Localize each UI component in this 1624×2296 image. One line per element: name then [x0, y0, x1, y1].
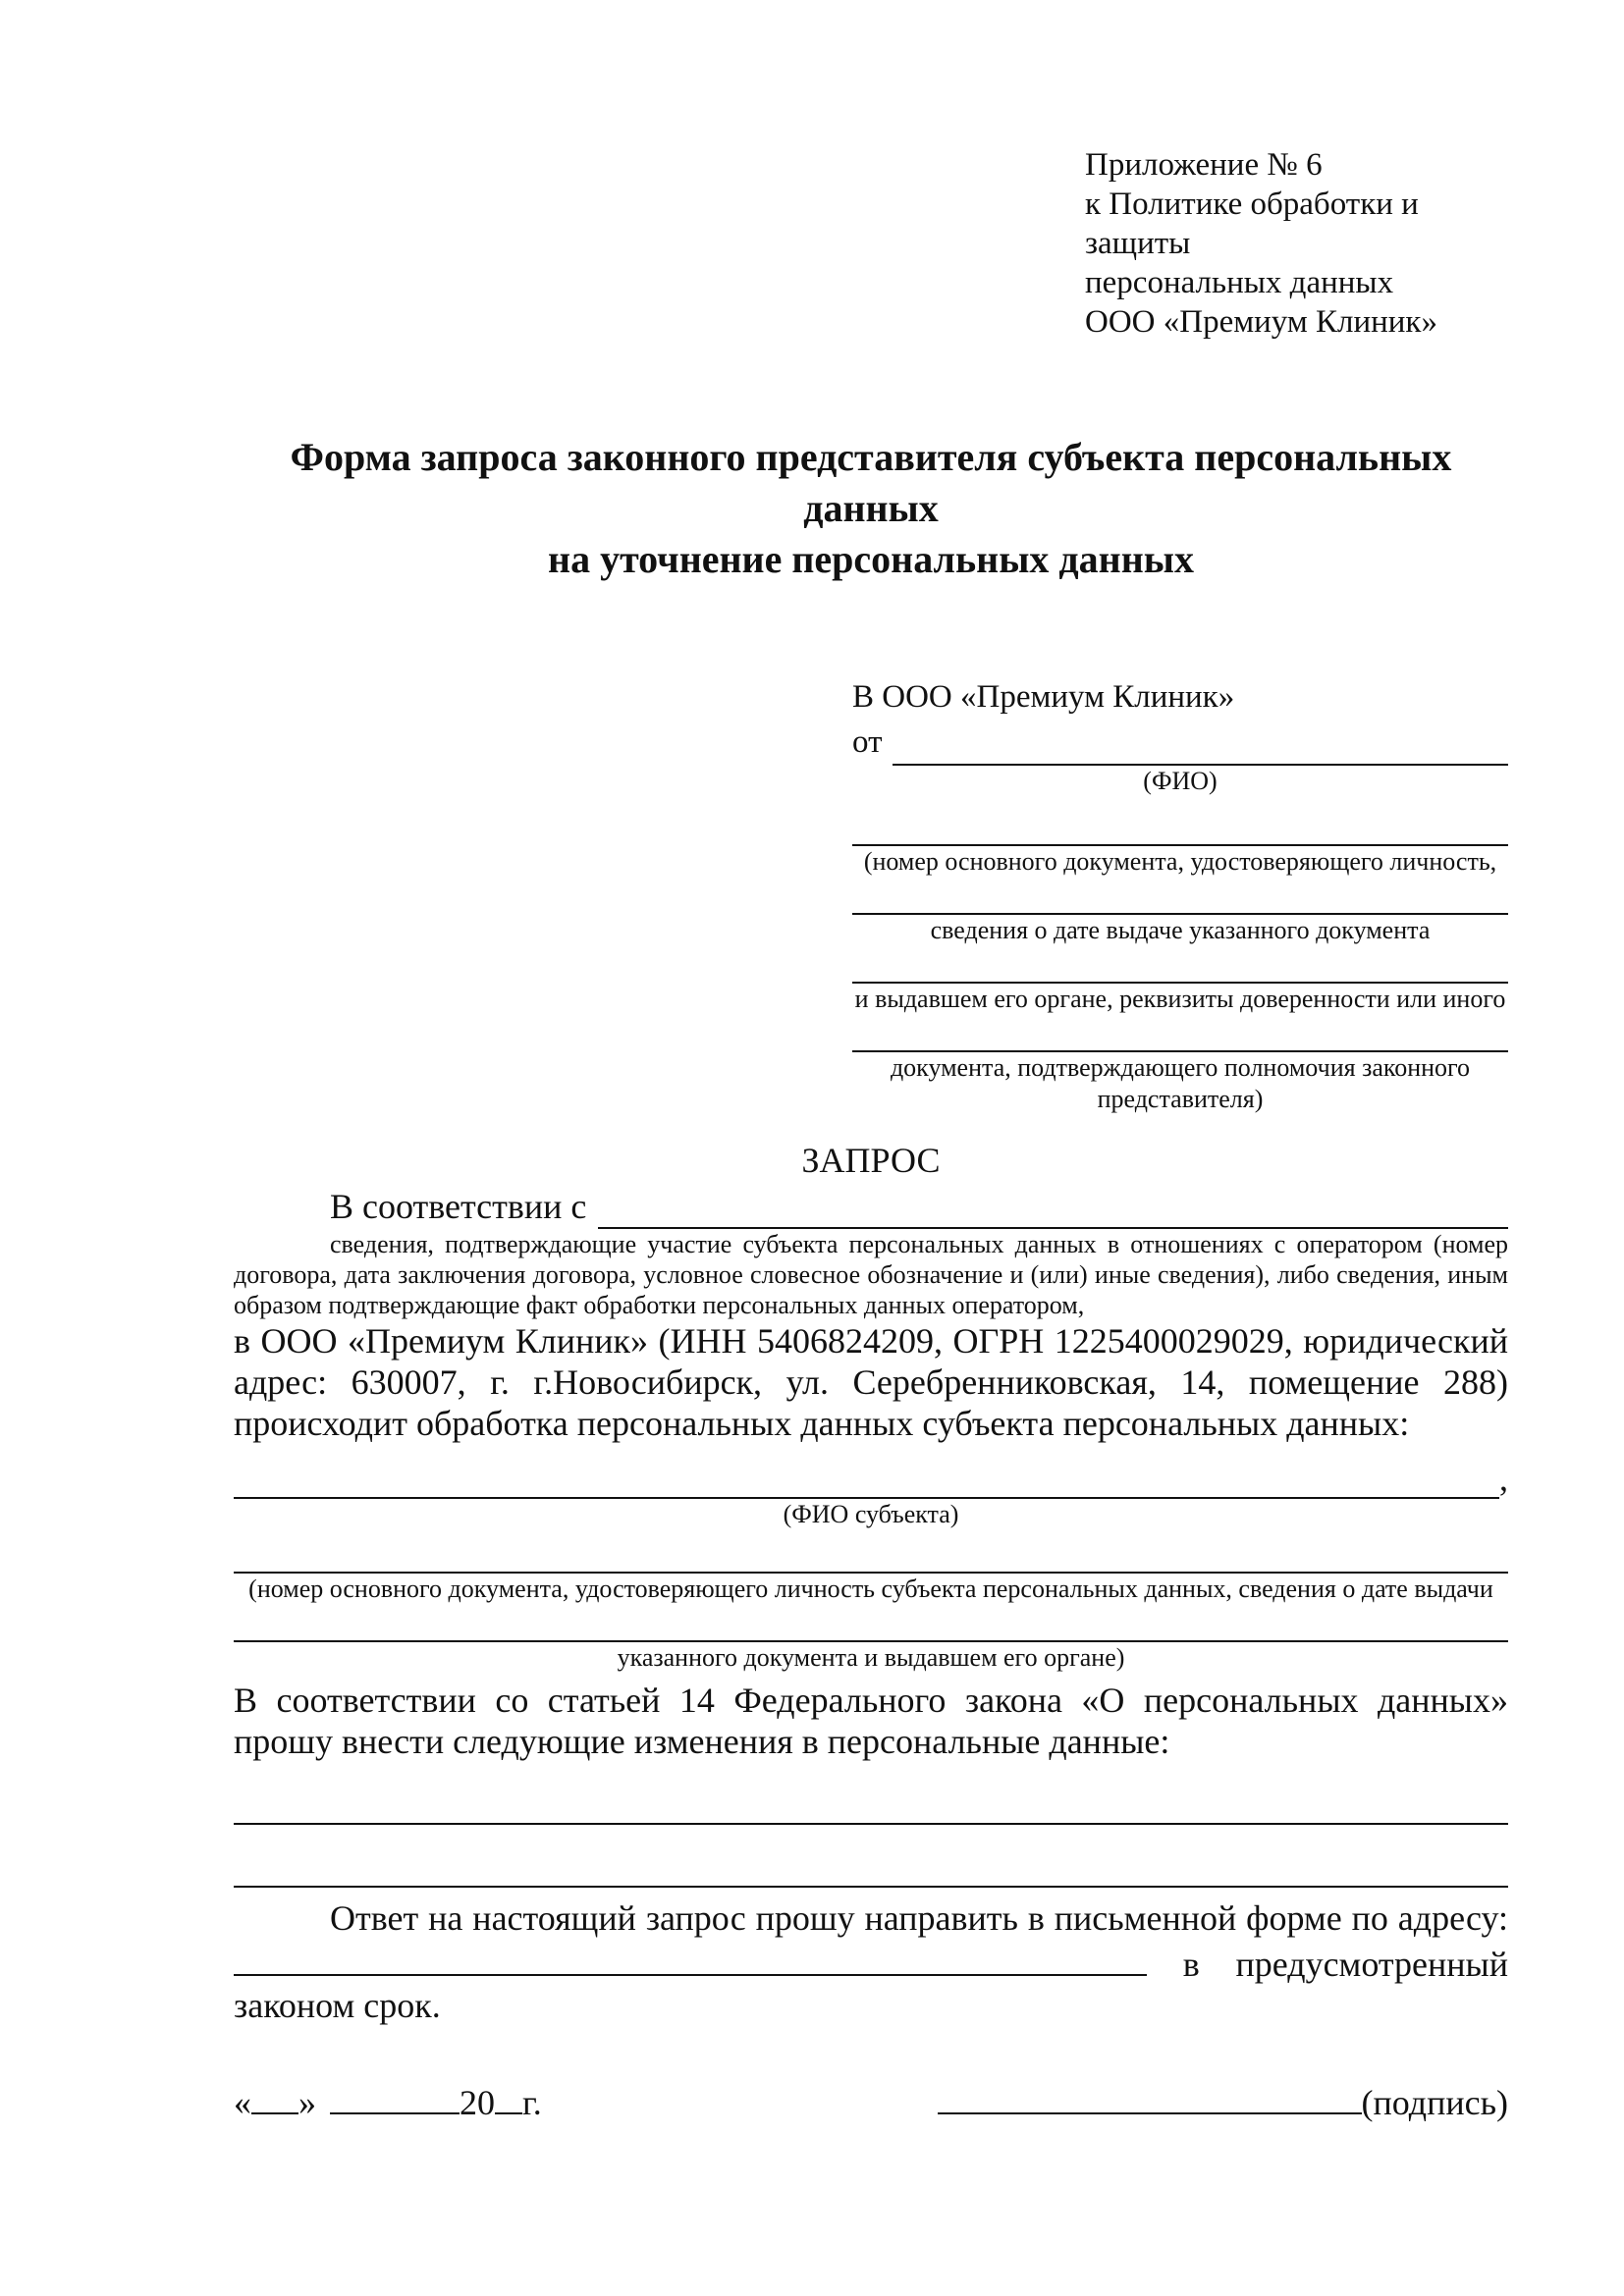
- representative-doc-caption: сведения о дате выдаче указанного документа: [930, 916, 1431, 944]
- from-row: [852, 719, 1508, 766]
- representative-doc-unit: [852, 878, 1508, 946]
- fio-caption: (ФИО): [1143, 767, 1218, 795]
- representative-doc-unit: [852, 946, 1508, 1015]
- date-quote-close: »: [298, 2083, 316, 2122]
- subject-fio-caption: (ФИО субъекта): [783, 1500, 959, 1528]
- request-heading: ЗАПРОС: [801, 1141, 941, 1180]
- appendix-header-line: персональных данных: [1085, 265, 1394, 300]
- representative-doc-blank-line: [852, 1015, 1508, 1052]
- subject-doc-blank-line: [234, 1605, 1508, 1642]
- amendment-blank-line: [234, 1850, 1508, 1888]
- addressee-block: [852, 675, 1508, 1115]
- addressee-organization: В ООО «Премиум Клиник»: [852, 679, 1235, 715]
- address-blank-line: [234, 1939, 1147, 1976]
- representative-doc-blank-line: [852, 809, 1508, 846]
- signature-blank-line: [938, 2077, 1362, 2114]
- representative-doc-unit: [852, 809, 1508, 878]
- year-blank-line: [495, 2077, 522, 2114]
- appendix-header-line: Приложение № 6: [1085, 147, 1323, 183]
- representative-doc-blank-line: [852, 946, 1508, 984]
- year-suffix: г.: [522, 2083, 542, 2122]
- from-label: от: [852, 724, 883, 760]
- basis-footnote: сведения, подтверждающие участие субъекта персональных данных в отношениях с оператором (номер договора, дата заключения договора, условное словесное обозначение и (или) иные сведения), либо сведения, иным образом подтверждающие факт обработки персональных данных оператором,: [234, 1230, 1508, 1319]
- representative-doc-caption: документа, подтверждающего полномочия законного представителя): [890, 1053, 1471, 1113]
- subject-fio-comma: ,: [1499, 1459, 1508, 1498]
- appendix-header: [1085, 145, 1508, 342]
- subject-doc-blank-line: [234, 1536, 1508, 1574]
- day-blank-line: [251, 2077, 298, 2114]
- representative-doc-caption: (номер основного документа, удостоверяющего личность,: [863, 847, 1497, 876]
- operator-paragraph: в ООО «Премиум Клиник» (ИНН 5406824209, ОГРН 1225400029029, юридический адрес: 630007, г. г.Новосибирск, ул. Серебренниковская, 14, помещение 288) происходит обработка персональных данных субъекта персональных данных:: [234, 1321, 1508, 1443]
- answer-paragraph: [234, 1897, 1508, 2026]
- answer-tail: в предусмотренный законом срок.: [234, 1945, 1508, 2025]
- subject-doc-caption: (номер основного документа, удостоверяющего личность субъекта персональных данных, сведения о дате выдачи: [248, 1575, 1493, 1603]
- representative-doc-unit: [852, 1015, 1508, 1115]
- subject-doc-unit: [234, 1605, 1508, 1674]
- representative-doc-blank-line: [852, 878, 1508, 915]
- signature-caption: (подпись): [1361, 2083, 1508, 2122]
- amendment-paragraph: В соответствии со статьей 14 Федерального закона «О персональных данных» прошу внести следующие изменения в персональные данные:: [234, 1681, 1508, 1761]
- subject-doc-caption: указанного документа и выдавшем его органе): [617, 1643, 1125, 1672]
- appendix-header-line: к Политике обработки и защиты: [1085, 187, 1419, 261]
- subject-fio-row: [234, 1459, 1508, 1499]
- signature-row: [234, 2077, 1508, 2124]
- answer-lead: Ответ на настоящий запрос прошу направить в письменной форме по адресу:: [330, 1898, 1508, 1938]
- representative-doc-caption: и выдавшем его органе, реквизиты доверенности или иного: [854, 985, 1506, 1013]
- amendment-blank-line: [234, 1788, 1508, 1825]
- appendix-header-line: ООО «Премиум Клиник»: [1085, 304, 1437, 340]
- basis-label: В соответствии с: [330, 1187, 587, 1226]
- date-quote-open: «: [234, 2083, 251, 2122]
- year-prefix: 20: [460, 2083, 495, 2122]
- signature-group: [938, 2077, 1508, 2124]
- form-title-line2: на уточнение персональных данных: [548, 537, 1194, 581]
- basis-row: [234, 1184, 1508, 1229]
- form-title-line1: Форма запроса законного представителя субъекта персональных данных: [290, 435, 1452, 530]
- date-group: [234, 2077, 542, 2124]
- month-blank-line: [330, 2077, 460, 2114]
- subject-doc-unit: [234, 1536, 1508, 1605]
- form-title: [234, 432, 1508, 585]
